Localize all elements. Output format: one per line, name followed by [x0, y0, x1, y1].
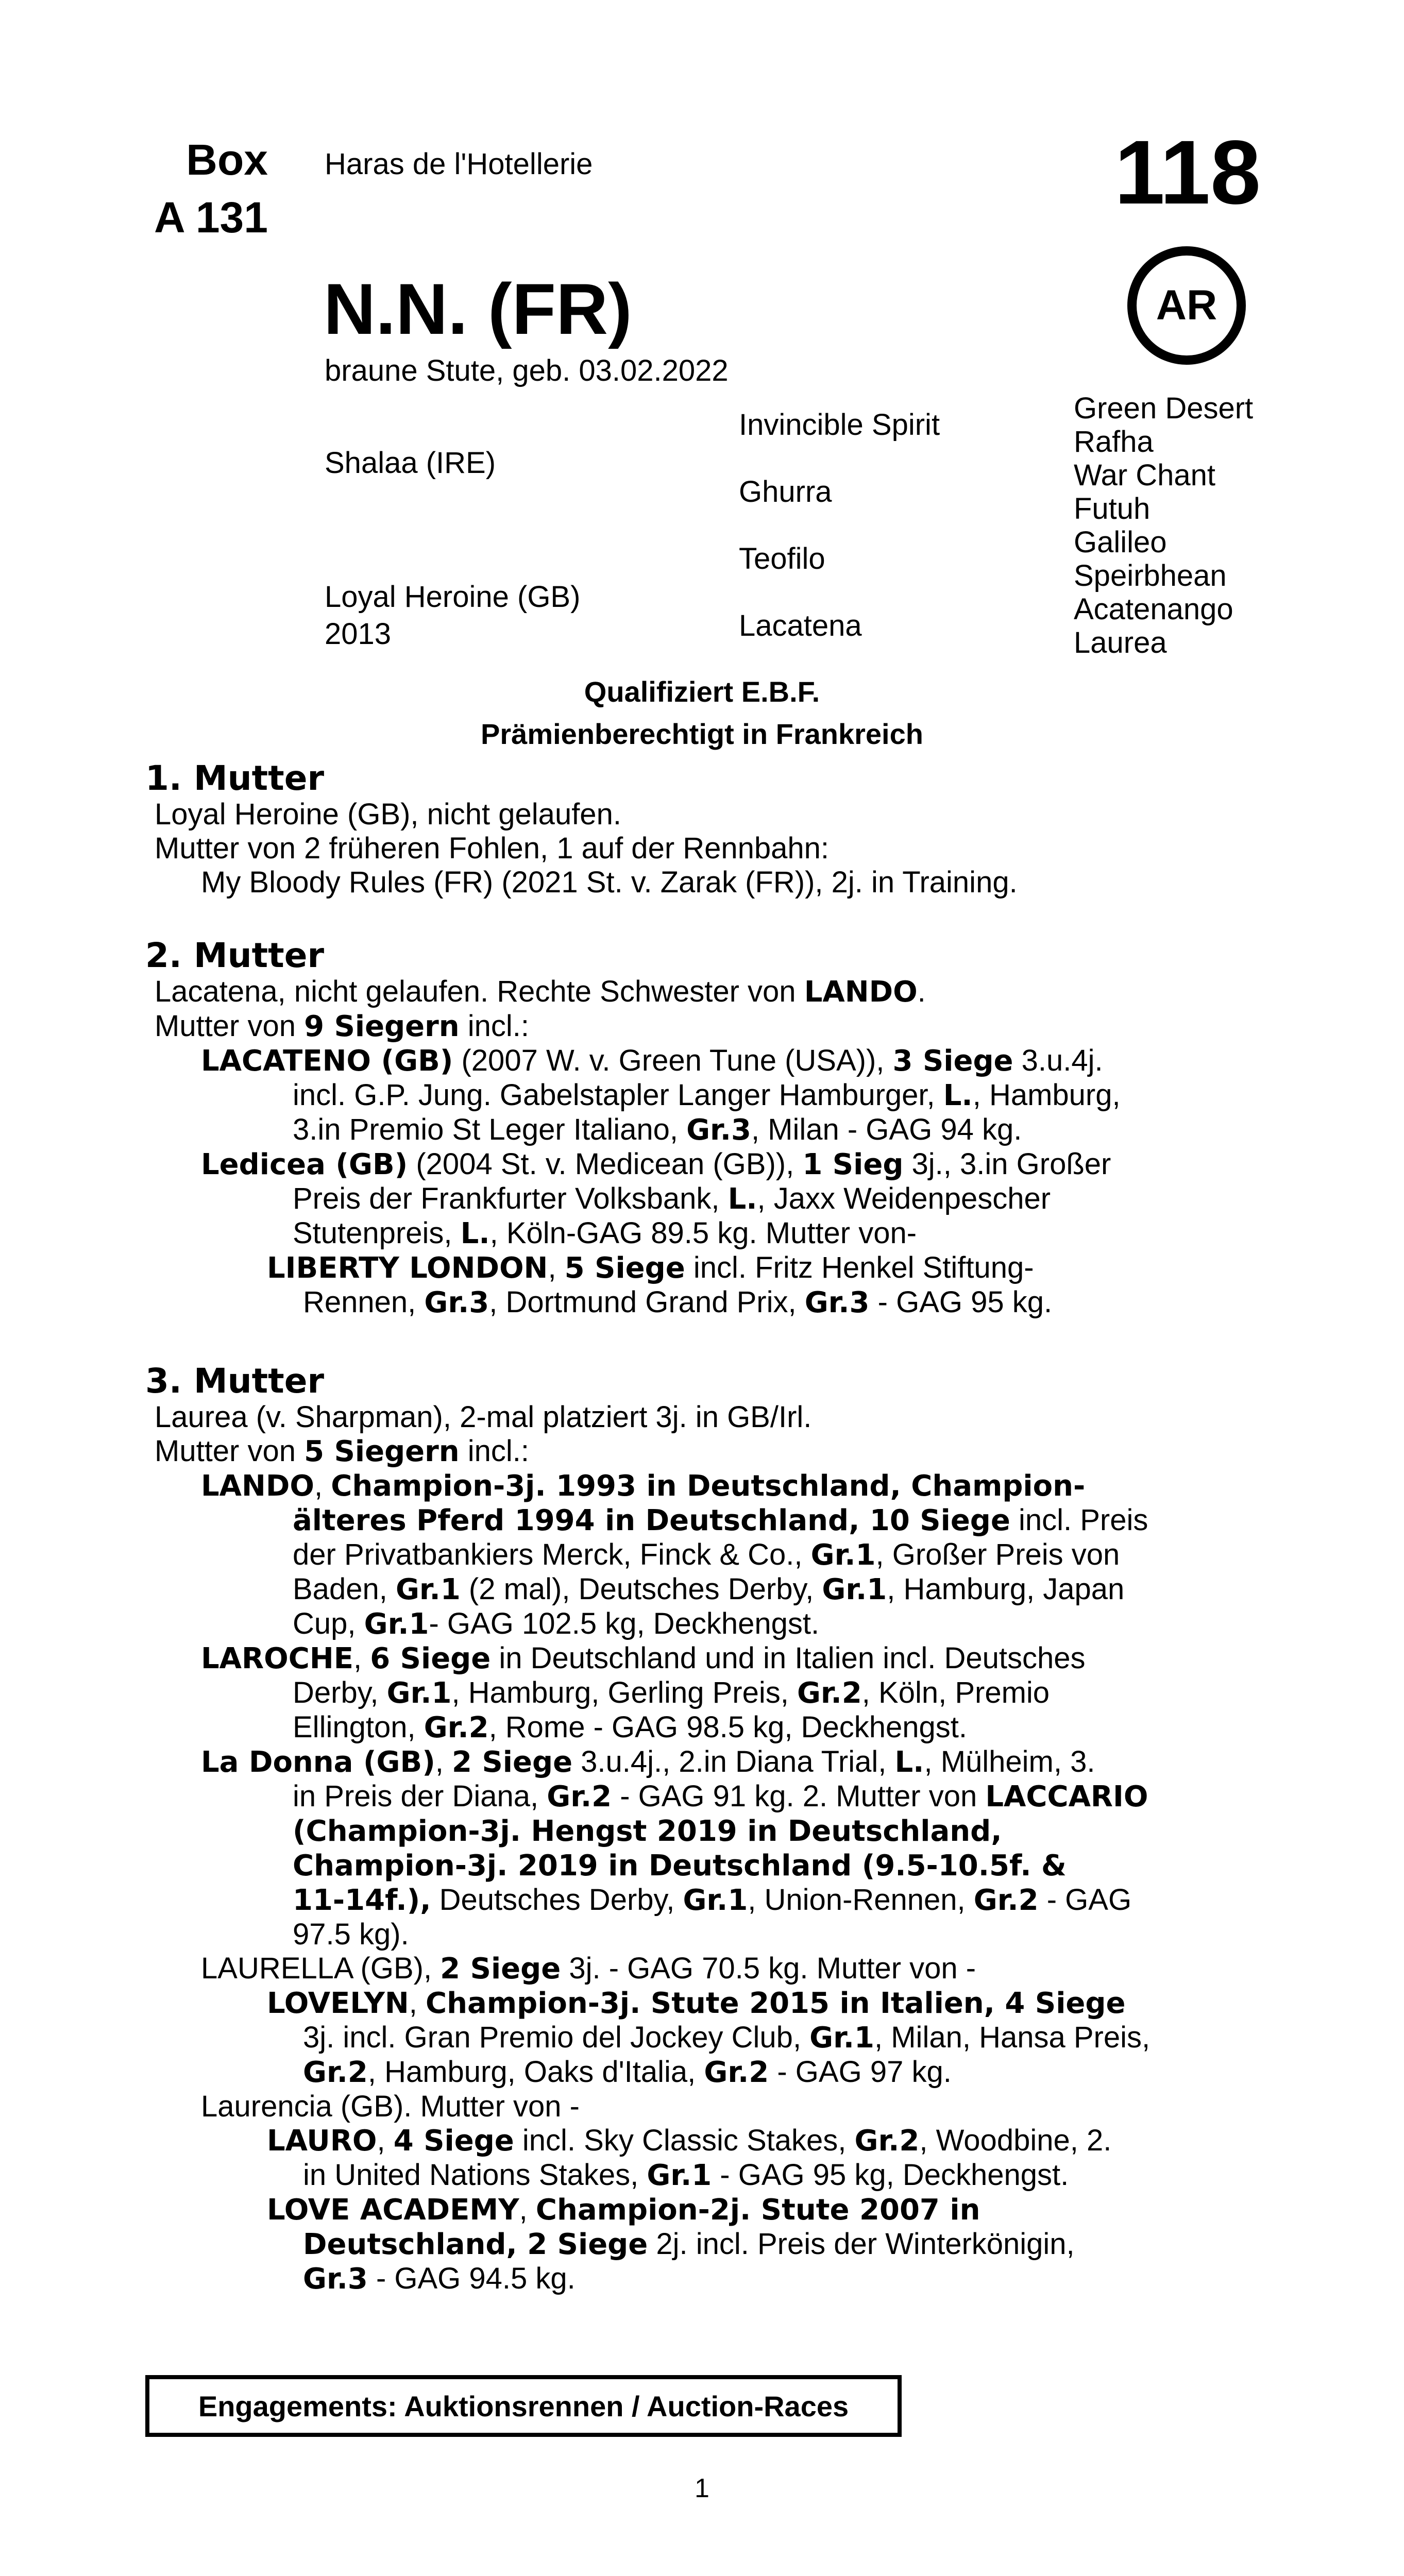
section-3-line: Mutter von 5 Siegern incl.:: [155, 1434, 530, 1468]
section-1-title: 1. Mutter: [145, 758, 325, 798]
section-3-line: LANDO, Champion-3j. 1993 in Deutschland, Champion-: [201, 1469, 1086, 1503]
section-3-line: 11-14f.), Deutsches Derby, Gr.1, Union-Rennen, Gr.2 - GAG: [293, 1883, 1132, 1917]
pedigree-g3-3: War Chant: [1074, 459, 1216, 492]
section-3-line: La Donna (GB), 2 Siege 3.u.4j., 2.in Diana Trial, L., Mülheim, 3.: [201, 1745, 1095, 1779]
pedigree-g3-2: Rafha: [1074, 425, 1154, 459]
section-3-line: Ellington, Gr.2, Rome - GAG 98.5 kg, Deckhengst.: [293, 1710, 967, 1744]
section-2-line: Preis der Frankfurter Volksbank, L., Jaxx Weidenpescher: [293, 1182, 1051, 1216]
section-3-line: Champion-3j. 2019 in Deutschland (9.5-10.5f. &: [293, 1849, 1067, 1883]
qualification-ebf: Qualifiziert E.B.F.: [584, 675, 820, 708]
section-2-body: [155, 975, 1262, 1320]
pedigree-g3-4: Futuh: [1074, 492, 1151, 526]
pedigree-dam-dam: Lacatena: [739, 609, 862, 642]
box-number: A 131: [154, 193, 268, 242]
section-1-line: My Bloody Rules (FR) (2021 St. v. Zarak (FR)), 2j. in Training.: [201, 866, 1018, 899]
section-3-line: Cup, Gr.1- GAG 102.5 kg, Deckhengst.: [293, 1607, 820, 1641]
pedigree-g3-6: Speirbhean: [1074, 559, 1227, 592]
section-2-line: 3.in Premio St Leger Italiano, Gr.3, Milan - GAG 94 kg.: [293, 1113, 1022, 1147]
section-3-line: der Privatbankiers Merck, Finck & Co., Gr.1, Großer Preis von: [293, 1538, 1120, 1572]
section-3-line: LAROCHE, 6 Siege in Deutschland und in Italien incl. Deutsches: [201, 1641, 1086, 1675]
section-1-line: Loyal Heroine (GB), nicht gelaufen.: [155, 798, 621, 831]
section-3-line: Laurea (v. Sharpman), 2-mal platziert 3j. in GB/Irl.: [155, 1400, 812, 1434]
section-2-line: Ledicea (GB) (2004 St. v. Medicean (GB)), 1 Sieg 3j., 3.in Großer: [201, 1147, 1111, 1181]
box-label: Box: [186, 135, 268, 184]
engagements-box: Engagements: Auktionsrennen / Auction-Races: [145, 2375, 902, 2437]
section-3-line: 3j. incl. Gran Premio del Jockey Club, Gr.1, Milan, Hansa Preis,: [303, 2021, 1151, 2055]
pedigree-g3-7: Acatenango: [1074, 592, 1233, 626]
pedigree-dam: Loyal Heroine (GB): [325, 580, 581, 614]
pedigree-dam-year: 2013: [325, 617, 392, 651]
section-3-line: (Champion-3j. Hengst 2019 in Deutschland,: [293, 1815, 1002, 1848]
section-3-title: 3. Mutter: [145, 1361, 325, 1401]
section-3-line: in United Nations Stakes, Gr.1 - GAG 95 kg, Deckhengst.: [303, 2158, 1069, 2192]
section-2-line: Lacatena, nicht gelaufen. Rechte Schwester von LANDO.: [155, 975, 926, 1009]
section-2-title: 2. Mutter: [145, 936, 325, 975]
section-1-body: [155, 798, 1262, 900]
qualification-france: Prämienberechtigt in Frankreich: [481, 718, 923, 750]
section-3-line: 97.5 kg).: [293, 1918, 409, 1951]
pedigree-sire: Shalaa (IRE): [325, 446, 496, 480]
breeder-name: Haras de l'Hotellerie: [325, 147, 593, 181]
lot-number: 118: [1114, 122, 1261, 223]
horse-name: N.N. (FR): [324, 268, 632, 349]
section-2-line: Rennen, Gr.3, Dortmund Grand Prix, Gr.3 - GAG 95 kg.: [303, 1285, 1053, 1319]
section-3-line: Laurencia (GB). Mutter von -: [201, 2090, 580, 2123]
pedigree-g3-8: Laurea: [1074, 626, 1167, 659]
section-3-line: Gr.3 - GAG 94.5 kg.: [303, 2262, 576, 2296]
horse-description: braune Stute, geb. 03.02.2022: [325, 354, 729, 387]
section-1-line: Mutter von 2 früheren Fohlen, 1 auf der Rennbahn:: [155, 832, 830, 865]
section-2-line: LIBERTY LONDON, 5 Siege incl. Fritz Henkel Stiftung-: [267, 1251, 1034, 1285]
section-3-line: LOVELYN, Champion-3j. Stute 2015 in Italien, 4 Siege: [267, 1986, 1126, 2020]
section-3-line: LAURELLA (GB), 2 Siege 3j. - GAG 70.5 kg. Mutter von -: [201, 1952, 976, 1986]
section-3-line: LAURO, 4 Siege incl. Sky Classic Stakes, Gr.2, Woodbine, 2.: [267, 2124, 1112, 2158]
section-3-body: [155, 1400, 1262, 2296]
section-2-line: incl. G.P. Jung. Gabelstapler Langer Hamburger, L., Hamburg,: [293, 1078, 1121, 1112]
section-3-line: Baden, Gr.1 (2 mal), Deutsches Derby, Gr.1, Hamburg, Japan: [293, 1572, 1125, 1606]
ar-badge: AR: [1127, 246, 1246, 365]
section-3-line: LOVE ACADEMY, Champion-2j. Stute 2007 in: [267, 2193, 980, 2227]
pedigree-sire-dam: Ghurra: [739, 475, 832, 509]
section-2-line: LACATENO (GB) (2007 W. v. Green Tune (USA)), 3 Siege 3.u.4j.: [201, 1044, 1103, 1078]
pedigree-g3-5: Galileo: [1074, 526, 1167, 559]
pedigree-g3-1: Green Desert: [1074, 392, 1254, 425]
pedigree-dam-sire: Teofilo: [739, 542, 825, 575]
section-2-line: Mutter von 9 Siegern incl.:: [155, 1009, 530, 1043]
section-2-line: Stutenpreis, L., Köln-GAG 89.5 kg. Mutter von-: [293, 1216, 917, 1250]
section-3-line: älteres Pferd 1994 in Deutschland, 10 Siege incl. Preis: [293, 1503, 1148, 1537]
section-3-line: Gr.2, Hamburg, Oaks d'Italia, Gr.2 - GAG 97 kg.: [303, 2055, 952, 2089]
section-3-line: in Preis der Diana, Gr.2 - GAG 91 kg. 2. Mutter von LACCARIO: [293, 1780, 1148, 1814]
section-3-line: Deutschland, 2 Siege 2j. incl. Preis der Winterkönigin,: [303, 2227, 1075, 2261]
page-number: 1: [695, 2473, 709, 2503]
pedigree-sire-sire: Invincible Spirit: [739, 408, 940, 442]
section-3-line: Derby, Gr.1, Hamburg, Gerling Preis, Gr.2, Köln, Premio: [293, 1676, 1050, 1710]
